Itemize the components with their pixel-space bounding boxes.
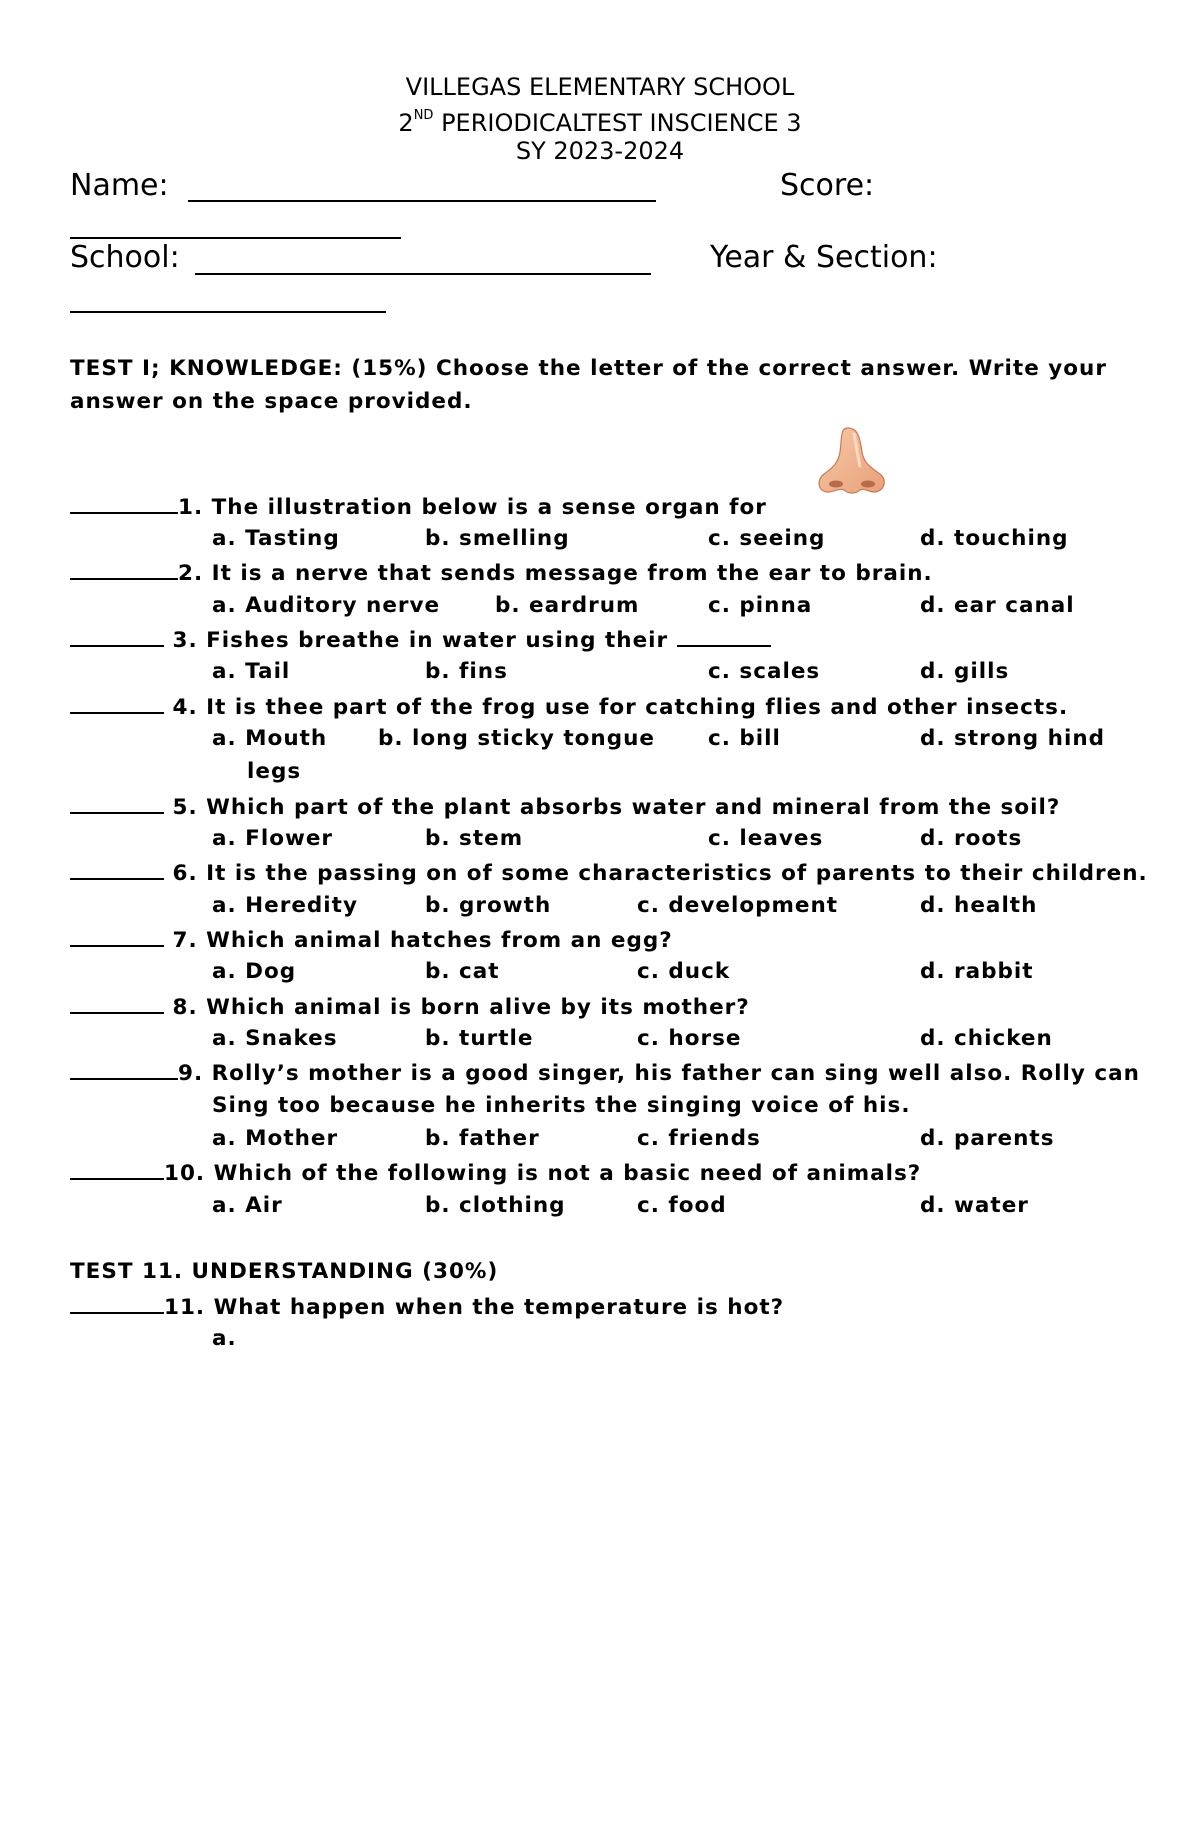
choice-8b[interactable]: b. turtle xyxy=(425,1026,534,1051)
answer-blank[interactable] xyxy=(70,1292,164,1314)
choice-10d[interactable]: d. water xyxy=(920,1193,1029,1218)
question-4: 4. It is thee part of the frog use for catching flies and other insects. xyxy=(70,692,1068,722)
choice-6a[interactable]: a. Heredity xyxy=(212,893,358,918)
question-8: 8. Which animal is born alive by its mother? xyxy=(70,992,750,1022)
test1-heading: TEST I; KNOWLEDGE: (15%) Choose the letter of the correct answer. Write your xyxy=(70,356,1107,381)
test1-heading-cont: answer on the space provided. xyxy=(70,389,473,414)
answer-blank[interactable] xyxy=(70,625,164,647)
nose-icon xyxy=(812,424,892,499)
choice-10b[interactable]: b. clothing xyxy=(425,1193,566,1218)
question-10: 10. Which of the following is not a basic need of animals? xyxy=(70,1158,921,1188)
answer-blank[interactable] xyxy=(70,692,164,714)
year-section-label: Year & Section: xyxy=(710,240,938,275)
answer-blank[interactable] xyxy=(70,992,164,1014)
choice-3a[interactable]: a. Tail xyxy=(212,659,291,684)
choice-1d[interactable]: d. touching xyxy=(920,526,1069,551)
score-label: Score: xyxy=(780,168,875,203)
choice-6c[interactable]: c. development xyxy=(637,893,839,918)
choice-7d[interactable]: d. rabbit xyxy=(920,959,1034,984)
choice-4c[interactable]: c. bill xyxy=(708,726,781,751)
choice-9d[interactable]: d. parents xyxy=(920,1126,1055,1151)
answer-blank[interactable] xyxy=(70,925,164,947)
question-11: 11. What happen when the temperature is hot? xyxy=(70,1292,784,1322)
choice-8c[interactable]: c. horse xyxy=(637,1026,742,1051)
answer-blank[interactable] xyxy=(70,858,164,880)
answer-blank[interactable] xyxy=(70,1058,178,1080)
choice-3b[interactable]: b. fins xyxy=(425,659,508,684)
choice-8d[interactable]: d. chicken xyxy=(920,1026,1053,1051)
choice-7b[interactable]: b. cat xyxy=(425,959,500,984)
school-year: SY 2023-2024 xyxy=(515,137,685,165)
choice-10a[interactable]: a. Air xyxy=(212,1193,283,1218)
choice-4b[interactable]: b. long sticky tongue xyxy=(378,726,655,751)
question-3: 3. Fishes breathe in water using their xyxy=(70,625,771,655)
school-label: School: xyxy=(70,240,180,275)
choice-2d[interactable]: d. ear canal xyxy=(920,593,1075,618)
test2-heading: TEST 11. UNDERSTANDING (30%) xyxy=(70,1259,499,1284)
choice-9b[interactable]: b. father xyxy=(425,1126,540,1151)
name-field[interactable] xyxy=(188,200,656,202)
choice-3c[interactable]: c. scales xyxy=(708,659,821,684)
choice-1a[interactable]: a. Tasting xyxy=(212,526,340,551)
school-field[interactable] xyxy=(195,273,651,275)
question-5: 5. Which part of the plant absorbs water and mineral from the soil? xyxy=(70,792,1060,822)
choice-9a[interactable]: a. Mother xyxy=(212,1126,339,1151)
answer-blank[interactable] xyxy=(70,1158,164,1180)
choice-6b[interactable]: b. growth xyxy=(425,893,552,918)
choice-4a[interactable]: a. Mouth xyxy=(212,726,328,751)
answer-blank[interactable] xyxy=(70,492,178,514)
question-9: 9. Rolly’s mother is a good singer, his father can sing well also. Rolly can xyxy=(70,1058,1140,1088)
choice-10c[interactable]: c. food xyxy=(637,1193,727,1218)
question-2: 2. It is a nerve that sends message from the ear to brain. xyxy=(70,558,933,588)
choice-4d[interactable]: d. strong hind xyxy=(920,726,1106,751)
test-title: 2ND PERIODICALTEST INSCIENCE 3 xyxy=(398,108,802,137)
answer-blank[interactable] xyxy=(70,558,178,580)
choice-5c[interactable]: c. leaves xyxy=(708,826,824,851)
choice-5a[interactable]: a. Flower xyxy=(212,826,334,851)
answer-blank[interactable] xyxy=(70,792,164,814)
choice-2c[interactable]: c. pinna xyxy=(708,593,813,618)
choice-5d[interactable]: d. roots xyxy=(920,826,1023,851)
question-9-cont: Sing too because he inherits the singing voice of his. xyxy=(212,1093,911,1118)
choice-1b[interactable]: b. smelling xyxy=(425,526,570,551)
question-6: 6. It is the passing on of some characteristics of parents to their children. xyxy=(70,858,1148,888)
choice-5b[interactable]: b. stem xyxy=(425,826,524,851)
question-1: 1. The illustration below is a sense organ for xyxy=(70,492,767,522)
choice-7a[interactable]: a. Dog xyxy=(212,959,297,984)
choice-2a[interactable]: a. Auditory nerve xyxy=(212,593,441,618)
fill-blank[interactable] xyxy=(677,625,771,647)
choice-9c[interactable]: c. friends xyxy=(637,1126,761,1151)
choice-4d-cont: legs xyxy=(247,759,302,784)
choice-2b[interactable]: b. eardrum xyxy=(495,593,640,618)
year-section-field[interactable] xyxy=(70,311,386,313)
choice-6d[interactable]: d. health xyxy=(920,893,1038,918)
choice-1c[interactable]: c. seeing xyxy=(708,526,826,551)
choice-11a[interactable]: a. xyxy=(212,1326,237,1351)
question-7: 7. Which animal hatches from an egg? xyxy=(70,925,673,955)
choice-3d[interactable]: d. gills xyxy=(920,659,1010,684)
choice-8a[interactable]: a. Snakes xyxy=(212,1026,338,1051)
score-field[interactable] xyxy=(70,237,401,239)
school-name: VILLEGAS ELEMENTARY SCHOOL xyxy=(405,73,795,101)
name-label: Name: xyxy=(70,168,169,203)
choice-7c[interactable]: c. duck xyxy=(637,959,731,984)
